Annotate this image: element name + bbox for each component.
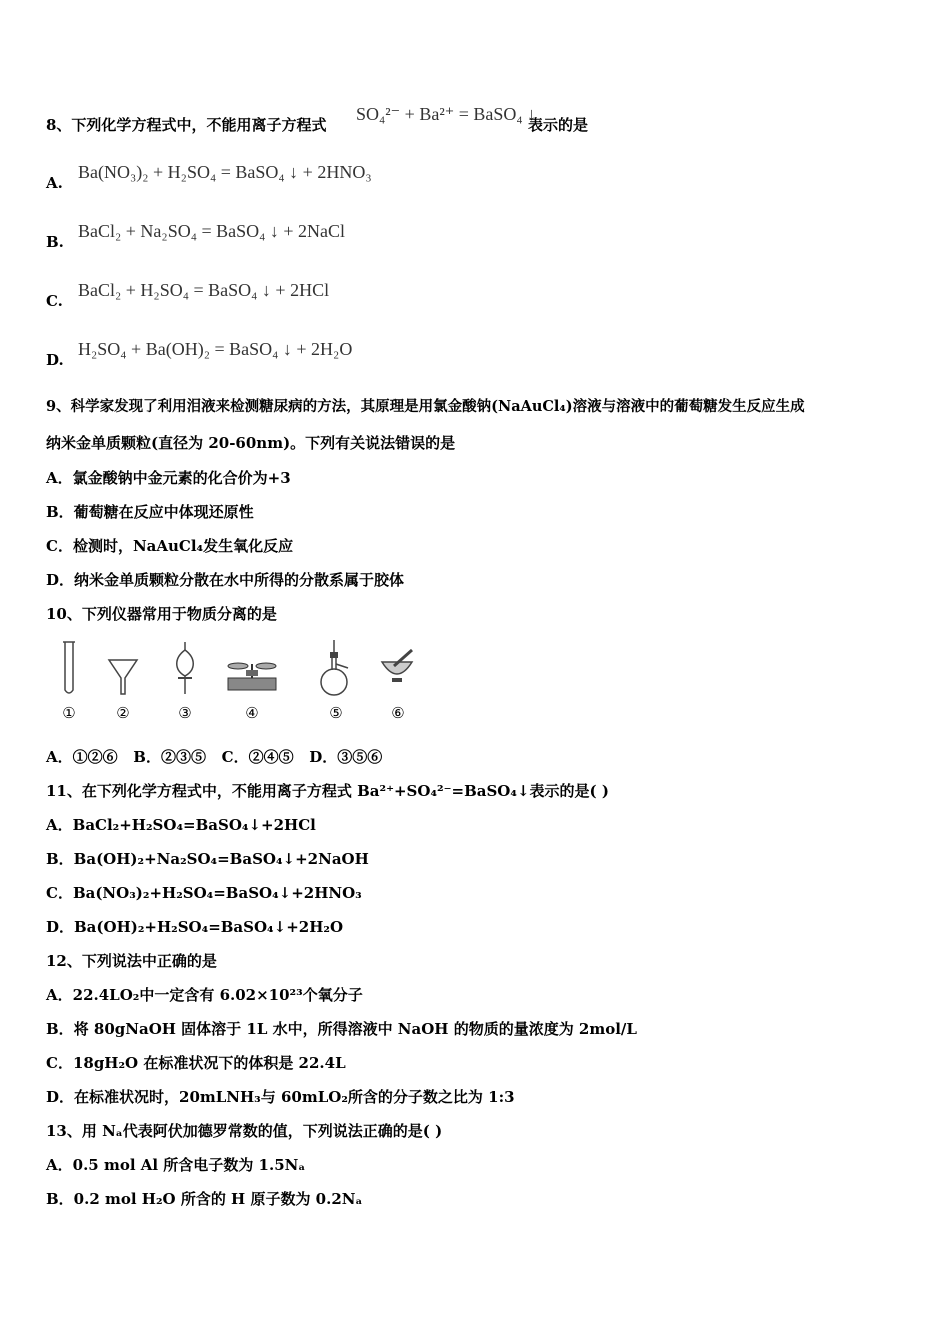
q8-option-d-equation: H₂SO₄ + Ba(OH)₂ = BaSO₄ ↓ + 2H₂O [78,339,353,359]
q8-option-d-label: D. [46,351,64,369]
q9-option-d: D．纳米金单质颗粒分散在水中所得的分散系属于胶体 [46,571,405,589]
q8-option-b-equation: BaCl₂ + Na₂SO₄ = BaSO₄ ↓ + 2NaCl [78,221,346,241]
q11-option-c: C．Ba(NO₃)₂+H₂SO₄=BaSO₄↓+2HNO₃ [46,884,362,902]
q11-stem: 11、在下列化学方程式中，不能用离子方程式 Ba²⁺+SO₄²⁻=BaSO₄↓表示的是( ) [46,782,609,800]
q10-options: A．①②⑥ B．②③⑤ C．②④⑤ D．③⑤⑥ [46,748,383,766]
q8-option-c-label: C. [46,292,63,310]
apparatus-6-number: ⑥ [391,704,405,722]
q13-option-b: B．0.2 mol H₂O 所含的 H 原子数为 0.2Nₐ [46,1190,363,1208]
apparatus-4-number: ④ [245,704,259,722]
q8-option-c-equation: BaCl₂ + H₂SO₄ = BaSO₄ ↓ + 2HCl [78,280,330,300]
q9-option-a: A．氯金酸钠中金元素的化合价为+3 [46,469,291,487]
q8-option-a-equation: Ba(NO₃)₂ + H₂SO₄ = BaSO₄ ↓ + 2HNO₃ [78,162,372,182]
q12-option-b: B．将 80gNaOH 固体溶于 1L 水中，所得溶液中 NaOH 的物质的量浓度为 2mol/L [46,1020,637,1038]
apparatus-1-number: ① [62,704,76,722]
q11-option-d: D．Ba(OH)₂+H₂SO₄=BaSO₄↓+2H₂O [46,918,344,936]
q8-option-a-label: A. [46,174,63,192]
q8-ionic-equation: SO₄²⁻ + Ba²⁺ = BaSO₄ ↓ [356,104,537,124]
q11-option-a: A．BaCl₂+H₂SO₄=BaSO₄↓+2HCl [46,816,316,834]
separatory-funnel-icon [170,640,200,698]
q12-option-c: C．18gH₂O 在标准状况下的体积是 22.4L [46,1054,346,1072]
distillation-flask-icon [318,640,354,698]
q9-stem-line2: 纳米金单质颗粒(直径为 20-60nm)。下列有关说法错误的是 [46,434,456,452]
funnel-icon [106,640,140,698]
q9-stem-line1: 9、科学家发现了利用泪液来检测糖尿病的方法，其原理是用氯金酸钠(NaAuCl₄)溶液与溶液中的葡萄糖发生反应生成 [46,398,805,415]
q8-option-b-label: B. [46,233,64,251]
q12-option-d: D．在标准状况时，20mLNH₃与 60mLO₂所含的分子数之比为 1:3 [46,1088,515,1106]
q13-option-a: A．0.5 mol Al 所含电子数为 1.5Nₐ [46,1156,306,1174]
q13-stem: 13、用 Nₐ代表阿伏加德罗常数的值，下列说法正确的是( ) [46,1122,443,1140]
q11-option-b: B．Ba(OH)₂+Na₂SO₄=BaSO₄↓+2NaOH [46,850,369,868]
q12-option-a: A．22.4LO₂中一定含有 6.02×10²³个氧分子 [46,986,363,1004]
q9-option-b: B．葡萄糖在反应中体现还原性 [46,503,254,521]
q8-stem-after: 表示的是 [528,116,589,134]
q10-stem: 10、下列仪器常用于物质分离的是 [46,605,277,623]
apparatus-3-number: ③ [178,704,192,722]
q12-stem: 12、下列说法中正确的是 [46,952,217,970]
test-tube-icon [56,640,82,698]
mortar-pestle-icon [378,640,416,698]
apparatus-5-number: ⑤ [329,704,343,722]
q9-option-c: C．检测时，NaAuCl₄发生氧化反应 [46,537,294,555]
q8-stem-before: 8、下列化学方程式中，不能用离子方程式 [46,116,327,134]
apparatus-2-number: ② [116,704,130,722]
balance-icon [224,640,280,698]
q8-stem [46,116,326,134]
